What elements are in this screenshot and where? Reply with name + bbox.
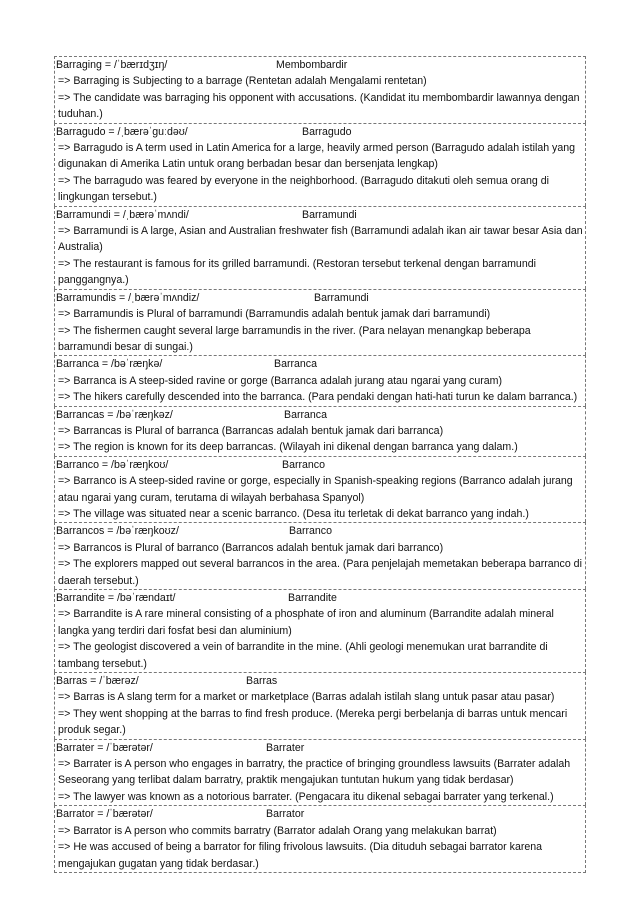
headword: Barranco = /bəˈræŋkoʊ/ xyxy=(56,458,169,471)
headword: Barramundi = /ˌbærəˈmʌndi/ xyxy=(56,208,189,221)
entry-barrancas xyxy=(54,406,586,456)
meaning-line: => Barrater is A person who engages in barratry, the practice of bringing groundless lawsuits (Barrater adalah Seseorang yang terlibat dalam barratry, praktik mengajukan tuntutan hukum yang tidak berdasar) xyxy=(58,758,571,787)
translation: Barrandite xyxy=(288,592,337,604)
entry-barranco xyxy=(54,456,586,523)
translation: Membombardir xyxy=(276,59,348,71)
meaning-line: => Barraging is Subjecting to a barrage (Rentetan adalah Mengalami rentetan) xyxy=(58,75,427,88)
translation: Barragudo xyxy=(302,125,352,138)
translation: Barranco xyxy=(282,458,325,471)
entry-barramundis xyxy=(54,289,586,356)
example-line: => The barragudo was feared by everyone in the neighborhood. (Barragudo ditakuti oleh semua orang di lingkungan tersebut.) xyxy=(58,174,549,204)
headword: Barrator = /ˈbærətər/ xyxy=(56,808,153,821)
meaning-line: => Barrancos is Plural of barranco (Barrancos adalah bentuk jamak dari barranco) xyxy=(58,541,444,554)
translation: Barranca xyxy=(284,408,327,421)
meaning-line: => Barranca is A steep-sided ravine or gorge (Barranca adalah jurang atau ngarai yang curam) xyxy=(58,374,503,387)
entry-barragudo xyxy=(54,123,586,206)
entry-barrator xyxy=(54,805,586,873)
meaning-line: => Barrandite is A rare mineral consisting of a phosphate of iron and aluminum (Barrandite adalah mineral langka yang terdiri dari fosfat besi dan aluminium) xyxy=(58,608,554,637)
example-line: => The lawyer was known as a notorious barrater. (Pengacara itu dikenal sebagai barrater yang terkenal.) xyxy=(58,790,554,803)
meaning-line: => Barrator is A person who commits barratry (Barrator adalah Orang yang melakukan barrat) xyxy=(58,824,497,837)
meaning-line: => Barrancas is Plural of barranca (Barrancas adalah bentuk jamak dari barranca) xyxy=(58,424,444,437)
example-line: => He was accused of being a barrator for filing frivolous lawsuits. (Dia dituduh sebagai barrator karena mengajukan gugatan yang tidak berdasar.) xyxy=(58,841,543,870)
meaning-line: => Barranco is A steep-sided ravine or gorge, especially in Spanish-speaking regions (Barranco adalah jurang atau ngarai yang curam, terutama di wilayah berbahasa Spanyol) xyxy=(58,475,573,504)
example-line: => The candidate was barraging his opponent with accusations. (Kandidat itu membombardir lawannya dengan tuduhan.) xyxy=(58,91,580,121)
entry-barras xyxy=(54,672,586,739)
headword: Barragudo = /ˌbærəˈguːdəʊ/ xyxy=(56,125,188,138)
headword: Barrancos = /bəˈræŋkoʊz/ xyxy=(56,525,179,538)
meaning-line: => Barragudo is A term used in Latin America for a large, heavily armed person (Barragudo adalah istilah yang digunakan di Amerika Latin untuk orang berbadan besar dan bersenjata lengkap) xyxy=(58,142,576,171)
headword: Barranca = /bəˈræŋkə/ xyxy=(56,358,163,371)
translation: Barramundi xyxy=(302,208,357,221)
entry-barrancos xyxy=(54,522,586,589)
example-line: => The geologist discovered a vein of barrandite in the mine. (Ahli geologi menemukan urat barrandite di tambang tersebut.) xyxy=(58,641,548,670)
dictionary-document xyxy=(54,56,586,873)
entry-barrandite xyxy=(54,589,586,672)
entry-barranca xyxy=(54,355,586,405)
translation: Barras xyxy=(246,675,278,688)
headword: Barras = /ˈbærəz/ xyxy=(56,675,139,688)
headword: Barraging = /ˈbærɪdʒɪŋ/ xyxy=(56,59,168,71)
entry-barraging xyxy=(54,56,586,123)
example-line: => The region is known for its deep barrancas. (Wilayah ini dikenal dengan barranca yang dalam.) xyxy=(58,441,518,454)
example-line: => The fishermen caught several large barramundis in the river. (Para nelayan menangkap beberapa barramundi besar di sungai.) xyxy=(58,324,531,353)
entry-barrater xyxy=(54,739,586,806)
translation: Barrator xyxy=(266,808,305,821)
example-line: => The hikers carefully descended into the barranca. (Para pendaki dengan hati-hati turun ke dalam barranca.) xyxy=(58,391,578,404)
headword: Barrancas = /bəˈræŋkəz/ xyxy=(56,408,173,421)
example-line: => The explorers mapped out several barrancos in the area. (Para penjelajah memetakan beberapa barranco di daerah tersebut.) xyxy=(58,558,582,587)
translation: Barramundi xyxy=(314,291,369,304)
translation: Barranco xyxy=(289,525,332,538)
example-line: => The village was situated near a scenic barranco. (Desa itu terletak di dekat barranco yang indah.) xyxy=(58,507,529,520)
entry-barramundi xyxy=(54,206,586,289)
headword: Barrandite = /bəˈrændaɪt/ xyxy=(56,592,176,604)
headword: Barramundis = /ˌbærəˈmʌndiz/ xyxy=(56,291,200,304)
meaning-line: => Barramundis is Plural of barramundi (Barramundis adalah bentuk jamak dari barramundi) xyxy=(58,308,491,321)
example-line: => They went shopping at the barras to find fresh produce. (Mereka pergi berbelanja di barras untuk mencari produk segar.) xyxy=(58,707,568,737)
meaning-line: => Barramundi is A large, Asian and Australian freshwater fish (Barramundi adalah ikan air tawar besar Asia dan Australia) xyxy=(58,225,583,254)
translation: Barranca xyxy=(274,358,317,371)
example-line: => The restaurant is famous for its grilled barramundi. (Restoran tersebut terkenal dengan barramundi panggangnya.) xyxy=(58,257,536,287)
meaning-line: => Barras is A slang term for a market or marketplace (Barras adalah istilah slang untuk pasar atau pasar) xyxy=(58,691,555,704)
translation: Barrater xyxy=(266,741,305,754)
headword: Barrater = /ˈbærətər/ xyxy=(56,741,153,754)
